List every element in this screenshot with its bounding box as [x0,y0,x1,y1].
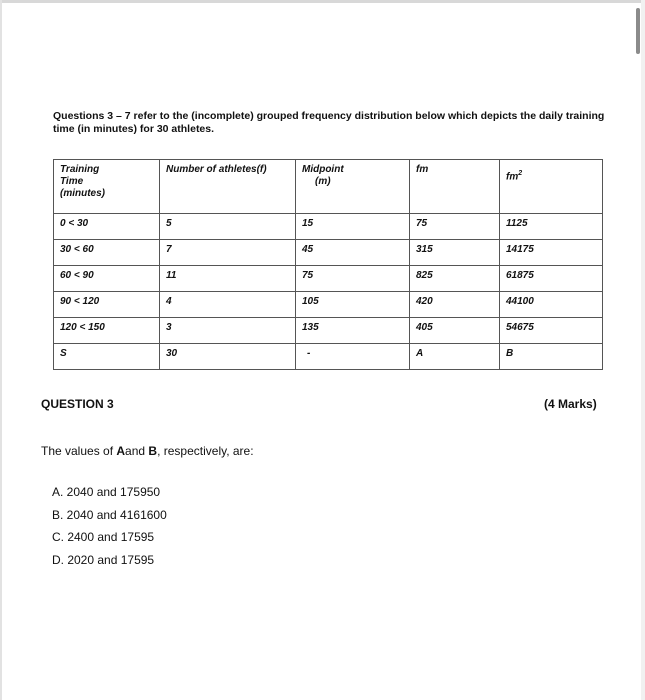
question-marks: (4 Marks) [544,397,597,411]
cell-fm2: 44100 [500,292,603,318]
cell-fm: 825 [410,266,500,292]
cell-time: 30 < 60 [54,240,160,266]
header-fm: fm [410,160,500,214]
cell-fm2: 14175 [500,240,603,266]
cell-fm: 75 [410,214,500,240]
answer-options [52,481,167,572]
window-top-edge [0,0,645,3]
window-left-edge [0,0,2,700]
cell-total-frequency: 30 [160,344,296,370]
header-athletes: Number of athletes(f) [160,160,296,214]
cell-frequency: 7 [160,240,296,266]
table-row [54,214,603,240]
header-midpoint-line2: (m) [315,176,331,187]
cell-midpoint: 75 [296,266,410,292]
table-total-row [54,344,603,370]
question-title: QUESTION 3 [41,397,114,411]
cell-midpoint-blank: - [296,344,410,370]
header-midpoint-line1: Midpoint [302,164,344,175]
option-a[interactable]: A. 2040 and 175950 [52,485,161,499]
question-var-a: A [116,444,126,458]
question-text-suffix: , respectively, are: [157,444,254,458]
header-fm2-base: fm [506,171,519,183]
cell-fm: 315 [410,240,500,266]
scrollbar-track[interactable] [641,0,645,700]
question-text-prefix: The values of [41,444,117,458]
cell-frequency: 11 [160,266,296,292]
question-text [41,444,254,458]
frequency-table [53,159,603,370]
cell-fm2: 1125 [500,214,603,240]
cell-frequency: 5 [160,214,296,240]
cell-midpoint: 135 [296,318,410,344]
cell-fm2: 61875 [500,266,603,292]
cell-time: 60 < 90 [54,266,160,292]
cell-sum-label: S [54,344,160,370]
header-fm2 [500,160,603,214]
cell-midpoint: 15 [296,214,410,240]
table-row [54,266,603,292]
header-time-line1: Training [60,164,100,175]
table-row [54,318,603,344]
option-d[interactable]: D. 2020 and 17595 [52,553,155,568]
cell-fm: 405 [410,318,500,344]
header-midpoint [296,160,410,214]
intro-text: Questions 3 – 7 refer to the (incomplete) grouped frequency distribution below which depicts the daily training time (in minutes) for 30 athletes. [53,110,605,135]
cell-fm-unknown-a: A [410,344,500,370]
cell-time: 120 < 150 [54,318,160,344]
table-row [54,240,603,266]
header-time-line2: Time [60,176,84,187]
cell-fm: 420 [410,292,500,318]
cell-frequency: 4 [160,292,296,318]
cell-fm2-unknown-b: B [500,344,603,370]
header-time-line3: (minutes) [60,188,105,199]
option-b[interactable]: B. 2040 and 4161600 [52,507,167,522]
question-var-b: B [148,444,158,458]
cell-time: 0 < 30 [54,214,160,240]
scrollbar-thumb[interactable] [636,8,640,54]
option-c[interactable]: C. 2400 and 17595 [52,530,155,545]
header-fm2-exponent: 2 [518,170,523,177]
header-training-time [54,160,160,214]
table-row [54,292,603,318]
cell-frequency: 3 [160,318,296,344]
cell-midpoint: 105 [296,292,410,318]
cell-fm2: 54675 [500,318,603,344]
table-header-row [54,160,603,214]
cell-midpoint: 45 [296,240,410,266]
cell-time: 90 < 120 [54,292,160,318]
question-text-mid: and [125,444,149,458]
